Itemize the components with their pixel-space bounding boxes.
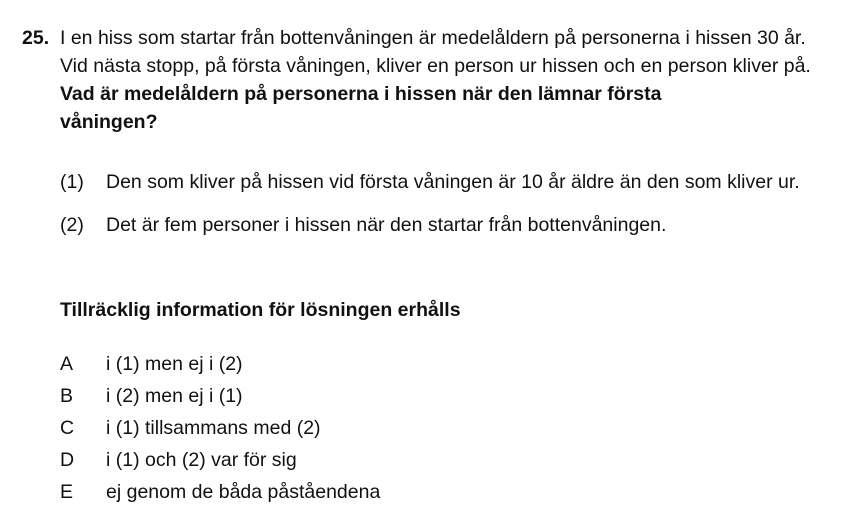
option-letter: B (60, 385, 74, 407)
question-prompt-line-2: våningen? (60, 111, 158, 133)
option-text: i (1) och (2) var för sig (106, 449, 297, 471)
statement-text: Det är fem personer i hissen när den startar från bottenvåningen. (106, 214, 667, 236)
statement-text: Den som kliver på hissen vid första våningen är 10 år äldre än den som kliver ur. (106, 171, 800, 193)
option-text: i (1) tillsammans med (2) (106, 417, 321, 439)
option-letter: E (60, 481, 74, 503)
question-number: 25. (22, 27, 50, 49)
question-text (60, 24, 850, 136)
statement-1 (60, 168, 850, 196)
option-d[interactable] (60, 446, 660, 478)
option-letter: A (60, 353, 74, 375)
question-prompt-line-1: Vad är medelåldern på personerna i hissen när den lämnar första (60, 83, 662, 105)
statement-number: (2) (60, 214, 84, 236)
option-letter: D (60, 449, 75, 471)
statement-2 (60, 211, 850, 239)
option-a[interactable] (60, 350, 660, 382)
sufficiency-heading: Tillräcklig information för lösningen erhålls (60, 299, 461, 321)
option-letter: C (60, 417, 75, 439)
option-c[interactable] (60, 414, 660, 446)
answer-options (60, 350, 660, 510)
statement-number: (1) (60, 171, 84, 193)
option-text: i (1) men ej i (2) (106, 353, 243, 375)
option-b[interactable] (60, 382, 660, 414)
question-line-1: I en hiss som startar från bottenvåningen är medelåldern på personerna i hissen 30 år. (60, 27, 806, 49)
option-e[interactable] (60, 478, 660, 510)
option-text: ej genom de båda påståendena (106, 481, 381, 503)
question-line-2: Vid nästa stopp, på första våningen, kliver en person ur hissen och en person kliver på. (60, 55, 811, 77)
option-text: i (2) men ej i (1) (106, 385, 243, 407)
